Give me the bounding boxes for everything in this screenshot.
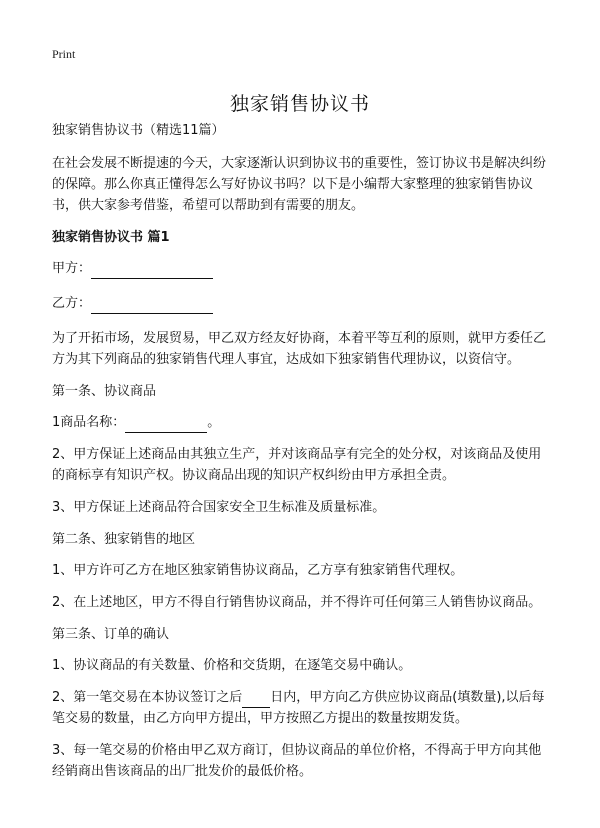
party-b-label: 乙方： <box>52 296 92 311</box>
section-3-item-2 <box>52 687 552 729</box>
item-text: 1商品名称： <box>52 415 126 430</box>
section-1-item-3: 3、甲方保证上述商品符合国家安全卫生标准及质量标准。 <box>52 500 386 515</box>
section-2-item-1: 1、甲方许可乙方在地区独家销售协议商品，乙方享有独家销售代理权。 <box>52 563 464 578</box>
section-2-item-2: 2、在上述地区，甲方不得自行销售协议商品，并不得许可任何第三人销售协议商品。 <box>52 595 542 610</box>
section-2-title: 第二条、独家销售的地区 <box>52 532 196 547</box>
section-3-title: 第三条、订单的确认 <box>52 627 170 642</box>
party-a-blank <box>91 263 213 279</box>
party-b-row <box>52 293 552 314</box>
days-blank <box>242 692 270 708</box>
item-text-end: 。 <box>207 415 221 430</box>
party-a-label: 甲方： <box>52 261 92 276</box>
item-text-rest: 日内，甲方向乙方供应协议商品(填数量),以后每笔交易的数量，由乙方向甲方提出，甲方按照乙方提出的数量按期发货。 <box>52 690 545 726</box>
preamble-paragraph: 为了开拓市场，发展贸易，甲乙双方经友好协商，本着平等互利的原则，就甲方委任乙方为其下列商品的独家销售代理人事宜，达成如下独家销售代理协议，以资信守。 <box>52 331 547 367</box>
document-body <box>52 120 552 793</box>
intro-paragraph: 在社会发展不断提速的今天，大家逐渐认识到协议书的重要性，签订协议书是解决纠纷的保障。那么你真正懂得怎么写好协议书吗？以下是小编帮大家整理的独家销售协议书，供大家参考借鉴，希望可以帮助到有需要的朋友。 <box>52 156 547 213</box>
document-subtitle: 独家销售协议书（精选11篇） <box>52 123 225 138</box>
section-1-item-2: 2、甲方保证上述商品由其独立生产，并对该商品享有完全的处分权，对该商品及使用的商标享有知识产权。协议商品出现的知识产权纠纷由甲方承担全责。 <box>52 447 542 483</box>
section-3-item-1: 1、协议商品的有关数量、价格和交货期，在逐笔交易中确认。 <box>52 658 412 673</box>
print-link[interactable]: Print <box>52 47 76 61</box>
item-text: 2、第一笔交易在本协议签订之后 <box>52 690 243 705</box>
article-heading: 独家销售协议书 篇1 <box>52 230 170 245</box>
party-b-blank <box>91 298 213 314</box>
party-a-row <box>52 258 552 279</box>
product-name-blank <box>125 417 207 433</box>
page-title: 独家销售协议书 <box>229 92 370 115</box>
section-1-item-1 <box>52 412 552 433</box>
section-3-item-3: 3、每一笔交易的价格由甲乙双方商订，但协议商品的单位价格，不得高于甲方向其他经销商出售该商品的出厂批发价的最低价格。 <box>52 743 542 779</box>
section-1-title: 第一条、协议商品 <box>52 384 157 399</box>
